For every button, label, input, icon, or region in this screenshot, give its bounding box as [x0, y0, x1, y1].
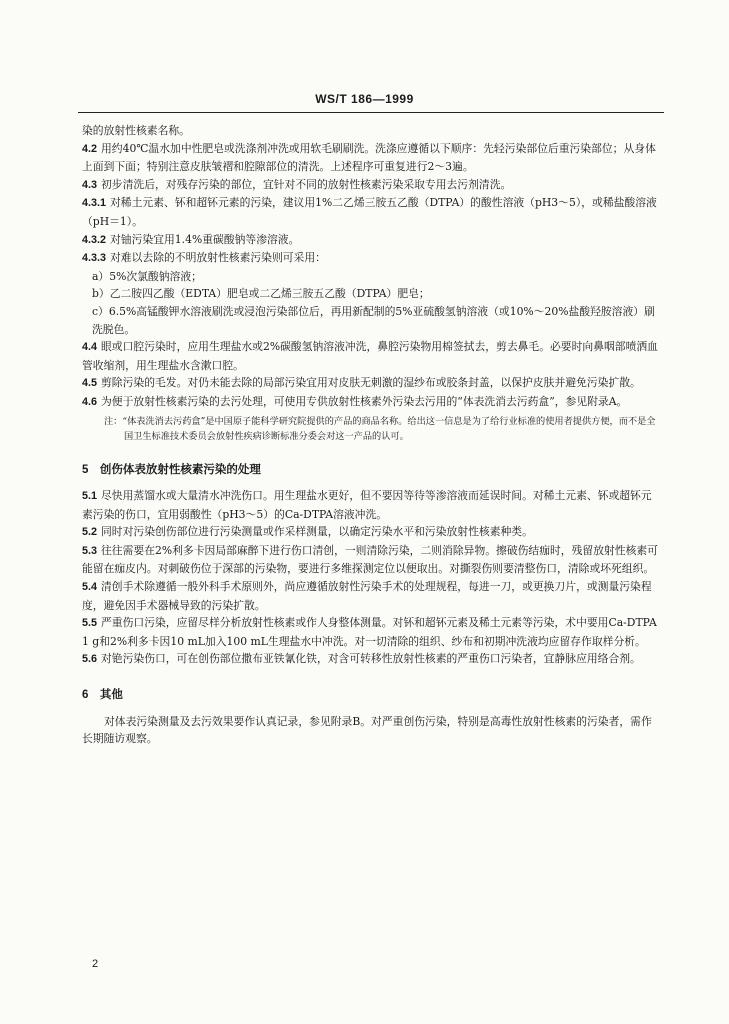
clause-4-6: 4.6 为便于放射性核素污染的去污处理，可使用专供放射性核素外污染去污用的“体表洗消去污药盒”，参见附录A。	[82, 394, 628, 408]
clause-5-3: 5.3 往往需要在2%利多卡因局部麻醉下进行伤口清创，一则清除污染，二则消除异物。擦破伤结痂时，残留放射性核素可能留在痂皮内。对刺破伤位于深部的污染物，要进行多维探测定位以便取出。对撕裂伤则要清整伤口，清除或坏死组织。	[82, 543, 658, 576]
clause-number: 5.2	[82, 526, 98, 539]
clause-number: 4.3.1	[82, 197, 107, 210]
page-content	[82, 122, 662, 748]
list-item-b: b）乙二胺四乙酸（EDTA）肥皂或二乙烯三胺五乙酸（DTPA）肥皂；	[92, 287, 430, 301]
clause-4-3-3: 4.3.3 对难以去除的不明放射性核素污染则可采用：	[82, 251, 326, 265]
section-5-title: 5 创伤体表放射性核素污染的处理	[82, 463, 261, 476]
section-6-title: 6 其他	[82, 689, 123, 702]
clause-5-2: 5.2 同时对污染创伤部位进行污染测量或作采样测量，以确定污染水平和污染放射性核素种类。	[82, 525, 533, 539]
clause-number: 4.4	[82, 341, 98, 354]
clause-4-4: 4.4 眼或口腔污染时，应用生理盐水或2%碳酸氢钠溶液冲洗，鼻腔污染物用棉签拭去，剪去鼻毛。必要时向鼻咽部喷洒血管收缩剂，用生理盐水含漱口腔。	[82, 340, 658, 372]
header-rule	[78, 112, 664, 113]
footnote: 注：“体表洗消去污药盒”是中国原子能科学研究院提供的产品的商品名称。给出这一信息是为了给行业标准的使用者提供方便，而不是全国卫生标准技术委员会放射性疾病诊断标准分委会对这一产品的认可。	[104, 415, 656, 442]
clause-4-5: 4.5 剪除污染的毛发。对仍未能去除的局部污染宜用对皮肤无刺激的湿纱布或胶条封盖，以保护皮肤并避免污染扩散。	[82, 376, 641, 390]
clause-number: 4.6	[82, 395, 98, 408]
list-item-a: a）5%次氯酸钠溶液；	[92, 269, 202, 283]
clause-number: 5.1	[82, 490, 98, 503]
paragraph-continued: 染的放射性核素名称。	[82, 124, 190, 137]
clause-number: 5.4	[82, 581, 98, 594]
clause-number: 4.3.2	[82, 233, 107, 246]
section-6-body: 对体表污染测量及去污效果要作认真记录，参见附录B。对严重创伤污染，特别是高毒性放射性核素的污染者，需作长期随访观察。	[82, 714, 652, 746]
clause-5-6: 5.6 对铯污染伤口，可在创伤部位撒布亚铁氰化铁，对含可转移性放射性核素的严重伤口污染者，宜静脉应用络合剂。	[82, 652, 641, 666]
clause-4-3-1: 4.3.1 对稀土元素、钚和超钚元素的污染，建议用1%二乙烯三胺五乙酸（DTPA）的酸性溶液（pH3～5），或稀盐酸溶液（pH＝1）。	[82, 196, 657, 228]
clause-number: 4.5	[82, 377, 98, 390]
clause-number: 4.3	[82, 178, 98, 191]
clause-number: 4.2	[82, 142, 98, 155]
list-item-c: c）6.5%高锰酸钾水溶液刷洗或浸泡污染部位后，再用新配制的5%亚硫酸氢钠溶液（或10%～20%盐酸羟胺溶液）刷洗脱色。	[92, 304, 655, 336]
clause-number: 4.3.3	[82, 252, 107, 265]
clause-5-5: 5.5 严重伤口污染，应留尽样分析放射性核素或作人身整体测量。对钚和超钚元素及稀土元素等污染，术中要用Ca-DTPA 1 g和2%利多卡因10 mL加入100 mL生理盐水中冲洗。对一切清除的组织、纱布和初期冲洗液均应留存作取样分析。	[82, 616, 657, 648]
clause-5-4: 5.4 清创手术除遵循一般外科手术原则外，尚应遵循放射性污染手术的处理规程，每进一刀，或更换刀片，或测量污染程度，避免因手术器械导致的污染扩散。	[82, 580, 652, 612]
clause-4-2: 4.2 用约40℃温水加中性肥皂或洗涤剂冲洗或用软毛刷刷洗。洗涤应遵循以下顺序：先轻污染部位后重污染部位；从身体上面到下面；特别注意皮肤皱褶和腔隙部位的清洗。上述程序可重复进行2～3遍。	[82, 141, 656, 174]
clause-4-3-2: 4.3.2 对铀污染宜用1.4%重碳酸钠等渗溶液。	[82, 232, 300, 246]
clause-5-1: 5.1 尽快用蒸馏水或大量清水冲洗伤口。用生理盐水更好，但不要因等待等渗溶液而延误时间。对稀土元素、钚或超钚元素污染的伤口，宜用弱酸性（pH3～5）的Ca-DTPA溶液冲洗。	[82, 489, 652, 521]
clause-number: 5.3	[82, 544, 98, 557]
clause-number: 5.6	[82, 653, 98, 666]
clause-4-3: 4.3 初步清洗后，对残存污染的部位，宜针对不同的放射性核素污染采取专用去污剂清洗。	[82, 177, 512, 191]
standard-code-header: WS/T 186—1999	[315, 92, 414, 106]
clause-number: 5.5	[82, 617, 98, 630]
page-number: 2	[92, 958, 99, 970]
